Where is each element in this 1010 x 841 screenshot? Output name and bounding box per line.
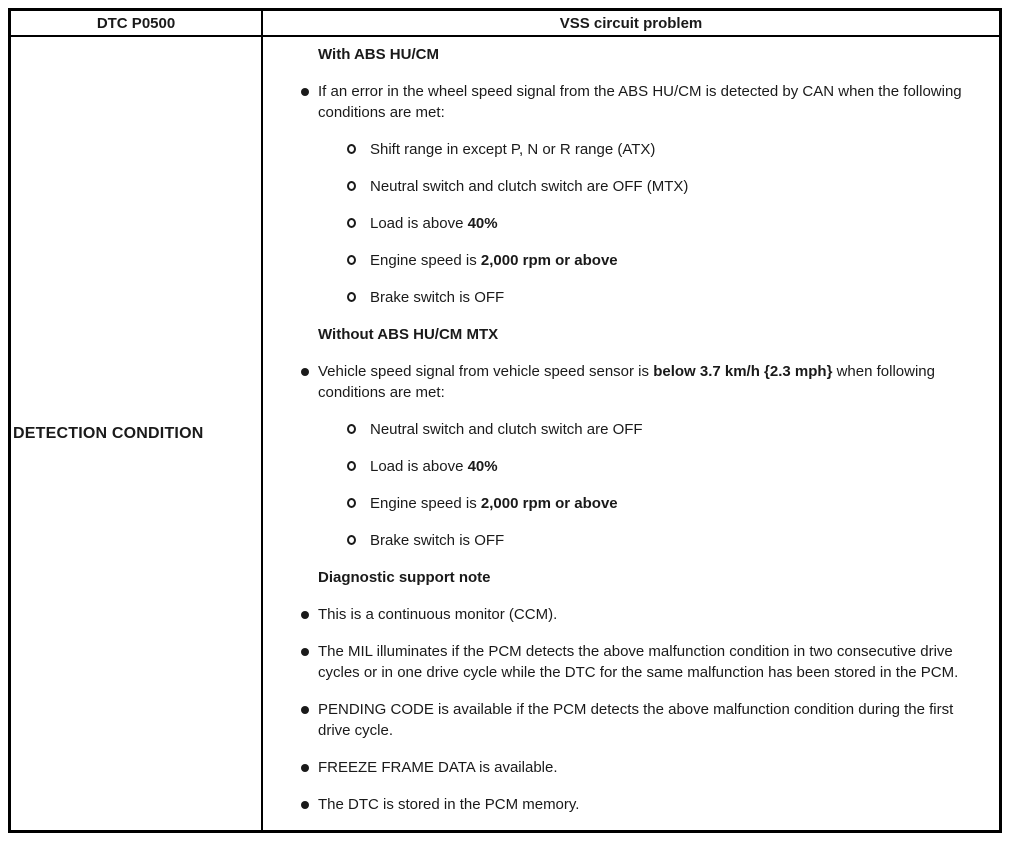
filled-bullet-icon: [301, 764, 309, 772]
sub-list-item: [370, 419, 988, 440]
list-item-text: Vehicle speed signal from vehicle speed sensor is below 3.7 km/h {2.3 mph} when following conditions are met:: [318, 363, 935, 401]
open-circle-bullet-icon: [347, 218, 356, 228]
list-item: [318, 641, 988, 683]
filled-bullet-icon: [301, 611, 309, 619]
detection-content: [263, 37, 999, 830]
sub-list-item: [370, 250, 988, 271]
list-item-text: Neutral switch and clutch switch are OFF (MTX): [370, 178, 689, 195]
list-item-text: Brake switch is OFF: [370, 289, 505, 306]
list-item-text: If an error in the wheel speed signal from the ABS HU/CM is detected by CAN when the following conditions are met:: [318, 83, 962, 121]
sub-list-item: [370, 456, 988, 477]
open-circle-bullet-icon: [347, 292, 356, 302]
filled-bullet-icon: [301, 801, 309, 809]
list-item-text: Shift range in except P, N or R range (ATX): [370, 141, 656, 158]
section-heading: With ABS HU/CM: [318, 46, 439, 63]
list-item-text: FREEZE FRAME DATA is available.: [318, 759, 558, 776]
sub-list-item: [370, 530, 988, 551]
list-item: [318, 757, 988, 778]
list-item-text: Load is above 40%: [370, 215, 498, 232]
filled-bullet-icon: [301, 706, 309, 714]
sub-list-item: [370, 213, 988, 234]
section-heading: Without ABS HU/CM MTX: [318, 326, 499, 343]
list-item-text: The DTC is stored in the PCM memory.: [318, 796, 580, 813]
sub-list-item: [370, 139, 988, 160]
list-item-text: The MIL illuminates if the PCM detects the above malfunction condition in two consecutive drive cycles or in one drive cycle while the DTC for the same malfunction has been stored in the PCM.: [318, 643, 959, 681]
row-label-detection-condition: DETECTION CONDITION: [11, 37, 263, 830]
sub-list-item: [370, 287, 988, 308]
list-item-text: Neutral switch and clutch switch are OFF: [370, 421, 643, 438]
dtc-table: [8, 8, 1002, 833]
filled-bullet-icon: [301, 88, 309, 96]
list-item: [318, 81, 988, 123]
table-header-dtc-code: DTC P0500: [11, 11, 263, 37]
filled-bullet-icon: [301, 648, 309, 656]
open-circle-bullet-icon: [347, 424, 356, 434]
list-item: [318, 794, 988, 815]
open-circle-bullet-icon: [347, 181, 356, 191]
list-item-text: Engine speed is 2,000 rpm or above: [370, 495, 618, 512]
open-circle-bullet-icon: [347, 461, 356, 471]
sub-list-item: [370, 493, 988, 514]
list-item: [318, 361, 988, 403]
list-item-text: This is a continuous monitor (CCM).: [318, 606, 558, 623]
filled-bullet-icon: [301, 368, 309, 376]
open-circle-bullet-icon: [347, 498, 356, 508]
list-item-text: PENDING CODE is available if the PCM detects the above malfunction condition during the first drive cycle.: [318, 701, 954, 739]
open-circle-bullet-icon: [347, 255, 356, 265]
open-circle-bullet-icon: [347, 535, 356, 545]
list-item: [318, 699, 988, 741]
list-item-text: Brake switch is OFF: [370, 532, 505, 549]
list-item: [318, 604, 988, 625]
open-circle-bullet-icon: [347, 144, 356, 154]
table-header-problem: VSS circuit problem: [263, 11, 999, 37]
list-item-text: Engine speed is 2,000 rpm or above: [370, 252, 618, 269]
section-heading: Diagnostic support note: [318, 569, 491, 586]
list-item-text: Load is above 40%: [370, 458, 498, 475]
sub-list-item: [370, 176, 988, 197]
